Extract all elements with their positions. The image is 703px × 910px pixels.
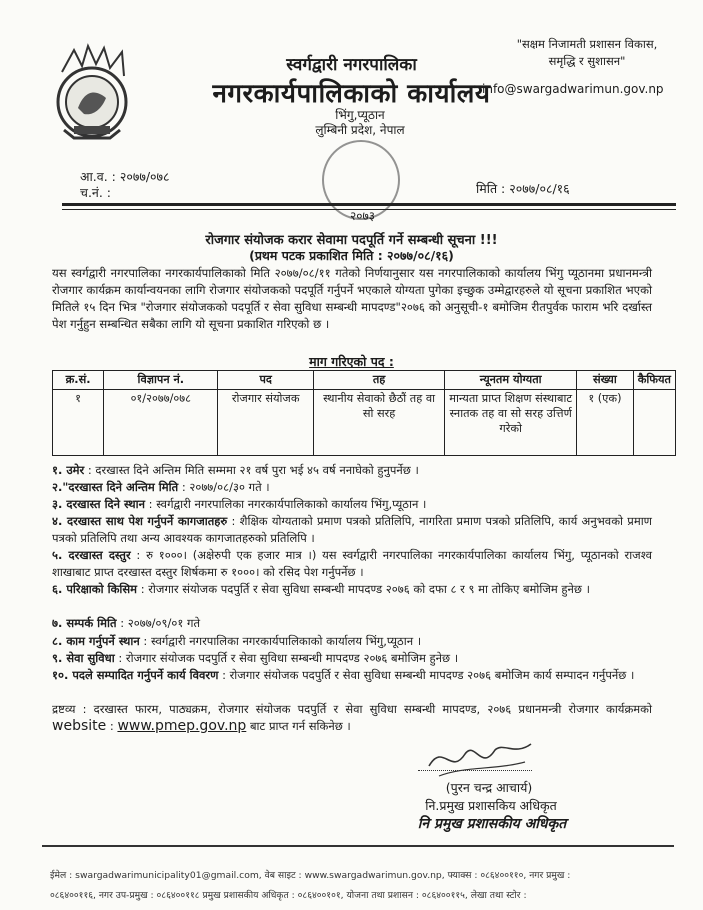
- item-note-text: द्रष्टव्य : दरखास्त फारम, पाठ्यक्रम, रोजगार संयोजक पदपुर्ति र सेवा सुविधा सम्बन्धी मापदण्ड, २०७६ प्रधानमन्त्री रोजगार कार्यक्रमको: [52, 702, 652, 716]
- cell-adv-no: ०१/२०७७/०७८: [104, 390, 218, 456]
- item-fee: [52, 547, 652, 581]
- footer-divider: [42, 845, 674, 847]
- note-website-word: website: [52, 718, 107, 734]
- item-place: [52, 496, 652, 513]
- col-header-count: संख्या: [577, 371, 634, 390]
- note-url-link[interactable]: www.pmep.gov.np: [117, 718, 247, 734]
- col-header-adv-no: विज्ञापन नं.: [104, 371, 218, 390]
- item-job-description-text: : रोजगार संयोजक पदपुर्ति र सेवा सुविधा सम्बन्धी मापदण्ड २०७६ बमोजिम कार्य सम्पादन गर्नुपर्नेछ ।: [218, 668, 635, 682]
- col-header-sn: क्र.सं.: [53, 371, 104, 390]
- address-line-1: भिंगु,प्यूठान: [335, 108, 385, 122]
- motto: [492, 36, 682, 70]
- office-name: नगरकार्यपालिकाको कार्यालय: [212, 79, 491, 109]
- notice-title: रोजगार संयोजक करार सेवामा पदपूर्ति गर्ने सम्बन्धी सूचना !!!: [205, 233, 498, 248]
- item-documents-text: : शैक्षिक योग्यताको प्रमाण पत्रको प्रतिलिपि, नागरिता प्रमाण पत्रको प्रतिलिपि, कार्य अनुभवको प्रमाण पत्रको प्रतिलिपि तथा अन्य आवश्यक कागजातहरुको प्रतिलिपि ।: [52, 514, 652, 545]
- table-row: [53, 390, 676, 456]
- requirements-title: माग गरिएको पद :: [309, 354, 394, 369]
- item-place-text: : स्वर्गद्वारी नगरपालिका नगरकार्यपालिकाको कार्यालय भिंगु,प्यूठान ।: [145, 497, 427, 511]
- header-divider-thick: [62, 203, 676, 206]
- notice-intro: यस स्वर्गद्वारी नगरपालिका नगरकार्यपालिकाको मिति २०७७/०८/११ गतेको निर्णयानुसार यस नगरपालिकाको कार्यालय भिंगु प्यूठानमा प्रधानमन्त्री रोजगार कार्यक्रम कार्यान्वयनका लागि रोजगार संयोजकको पदपूर्ति गर्नुपर्ने भएकाले योग्यता पुगेका इच्छुक उम्मेद्वारहरुले यो सूचना प्रकाशित भएको मितिले १५ दिन भित्र "रोजगार संयोजकको पदपूर्ति र सेवा सुविधा सम्बन्धी मापदण्ड"२०७६ को अनुसूची-१ बमोजिम रीतपुर्वक फाराम भरि दर्खास्त पेश गर्नुहुन सम्बन्धित सबैका लागि यो सूचना प्रकाशित गरिएको छ ।: [52, 266, 652, 331]
- item-contact-date-text: : २०७७/०९/०१ गते: [116, 616, 201, 630]
- item-contact-date: [52, 615, 652, 632]
- dispatch-number: च.नं. :: [80, 185, 112, 200]
- item-benefits-text: : रोजगार संयोजक पदपुर्ति र सेवा सुविधा सम्बन्धी मापदण्ड २०७६ बमोजिम हुनेछ ।: [114, 651, 459, 665]
- cell-post: रोजगार संयोजक: [218, 390, 313, 456]
- cell-level: स्थानीय सेवाको छैठौं तह वा सो सरह: [313, 390, 444, 456]
- signatory-stamp: नि प्रमुख प्रशासकीय अधिकृत: [417, 816, 567, 832]
- item-contact-date-label: ७. सम्पर्क मिति: [52, 616, 117, 630]
- notice-date: मिति : २०७७/०८/१६: [476, 181, 570, 196]
- fiscal-year: आ.व. : २०७७/०७८: [80, 169, 170, 184]
- signatory-name: (पुरन चन्द्र आचार्य): [445, 780, 533, 795]
- item-fee-text: : रु १०००। (अक्षेरुपी एक हजार मात्र ।) यस स्वर्गद्वारी नगरपालिका नगरकार्यपालिका कार्यालय भिंगु, प्यूठानको राजश्व शाखाबाट प्राप्त दरखास्त दस्तुर शिर्षकमा रु १०००। को रसिद पेश गर्नुपर्नेछ ।: [52, 548, 652, 579]
- item-fee-label: ५. दरखास्त दस्तुर: [52, 548, 131, 562]
- col-header-remarks: कैफियत: [633, 371, 675, 390]
- item-place-label: ३. दरखास्त दिने स्थान: [52, 497, 146, 511]
- item-benefits-label: ९. सेवा सुविधा: [52, 651, 115, 665]
- item-documents: [52, 513, 652, 547]
- item-note: द्रष्टव्य : दरखास्त फारम, पाठ्यक्रम, रोजगार संयोजक पदपुर्ति र सेवा सुविधा सम्बन्धी मापदण्ड, २०७६ प्रधानमन्त्री रोजगार कार्यक्रमको website : www.pmep.gov.np बाट प्राप्त गर्न सकिनेछ ।: [52, 702, 652, 734]
- item-age: [52, 462, 652, 479]
- footer-contacts: [50, 866, 690, 906]
- office-email: info@swargadwarimun.gov.np: [482, 82, 664, 96]
- item-deadline: [52, 479, 652, 496]
- item-documents-label: ४. दरखास्त साथ पेश गर्नुपर्ने कागजातहरु: [52, 514, 228, 528]
- cell-count: १ (एक): [577, 390, 634, 456]
- item-exam-type: [52, 581, 652, 598]
- item-job-description: [52, 667, 652, 684]
- requirements-table: [52, 370, 676, 456]
- item-benefits: [52, 650, 652, 667]
- address-line-2: लुम्बिनी प्रदेश, नेपाल: [315, 123, 405, 137]
- motto-line-2: समृद्धि र सुशासन": [548, 54, 626, 68]
- item-work-place-label: ८. काम गर्नुपर्ने स्थान: [52, 634, 140, 648]
- col-header-qualification: न्यूनतम योग्यता: [445, 371, 577, 390]
- stamp-year: २०७३: [350, 209, 375, 223]
- item-note-end: बाट प्राप्त गर्न सकिनेछ ।: [246, 719, 351, 733]
- item-work-place-text: : स्वर्गद्वारी नगरपालिका नगरकार्यपालिकाको कार्यालय भिंगु,प्यूठान ।: [139, 634, 422, 648]
- signature-scribble-icon: [425, 736, 535, 780]
- item-job-description-label: १०. पदले सम्पादित गर्नुपर्ने कार्य विवरण: [52, 668, 219, 682]
- footer-line-2: ०८६४००११६, नगर उप-प्रमुख : ०८६४००११८ प्रमुख प्रशासकीय अधिकृत : ०८६४००१०१, योजना तथा प्रशासन : ०८६४००११५, लेखा तथा स्टोर :: [50, 890, 527, 901]
- col-header-post: पद: [218, 371, 313, 390]
- signature-line: [418, 770, 532, 771]
- footer-line-1: ईमेल : swargadwarimunicipality01@gmail.com, वेब साइट : www.swargadwarimun.gov.np, फ्याक्स : ०८६४००११०, नगर प्रमुख :: [50, 870, 571, 881]
- notice-subtitle: (प्रथम पटक प्रकाशित मिति : २०७७/०८/१६): [249, 248, 454, 263]
- item-age-text: : दरखास्त दिने अन्तिम मिति सम्ममा २१ वर्ष पुरा भई ४५ वर्ष ननाघेको हुनुपर्नेछ ।: [84, 463, 419, 477]
- motto-line-1: "सक्षम निजामती प्रशासन विकास,: [516, 37, 658, 51]
- office-address: [300, 108, 420, 138]
- cell-qualification: मान्यता प्राप्त शिक्षण संस्थाबाट स्नातक तह वा सो सरह उत्तिर्ण गरेको: [445, 390, 577, 456]
- cell-sn: १: [53, 390, 104, 456]
- col-header-level: तह: [313, 371, 444, 390]
- item-deadline-text: : २०७७/०८/३० गते ।: [178, 480, 270, 494]
- cell-remarks: [633, 390, 675, 456]
- item-deadline-label: २."दरखास्त दिने अन्तिम मिति: [52, 480, 179, 494]
- municipality-name: स्वर्गद्वारी नगरपालिका: [286, 55, 417, 75]
- item-age-label: १. उमेर: [52, 463, 85, 477]
- table-header-row: [53, 371, 676, 390]
- item-work-place: [52, 633, 652, 650]
- signatory-title: नि.प्रमुख प्रशासकिय अधिकृत: [425, 798, 557, 813]
- item-exam-type-text: : रोजगार संयोजक पदपुर्ति र सेवा सुविधा सम्बन्धी मापदण्ड २०७६ को दफा ८ र ९ मा तोकिए बमोजिम हुनेछ ।: [137, 582, 590, 596]
- item-exam-type-label: ६. परिक्षाको किसिम: [52, 582, 138, 596]
